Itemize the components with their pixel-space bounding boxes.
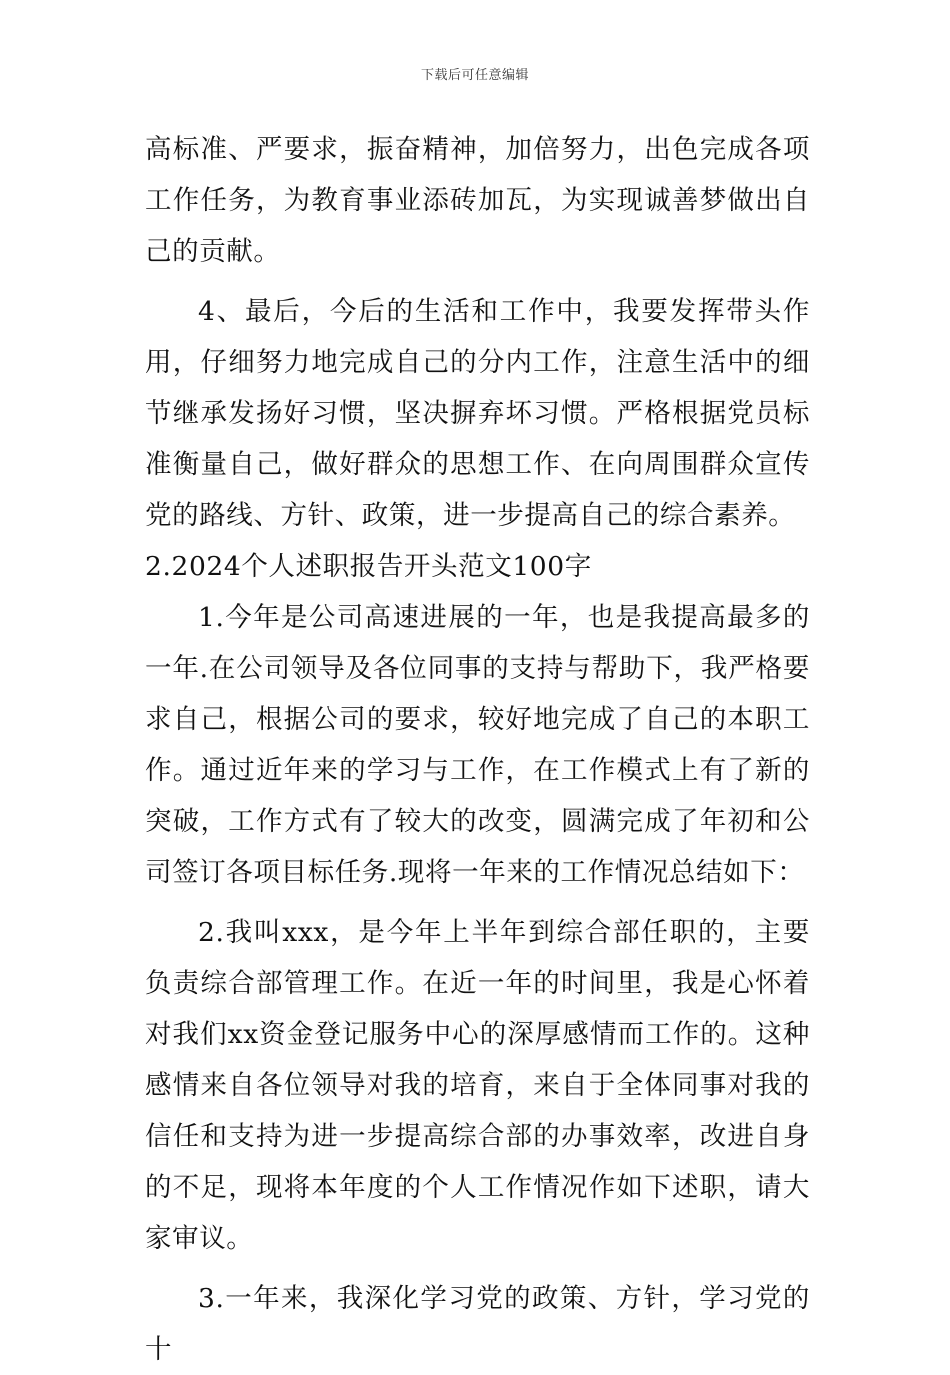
paragraph-sample-2: 2.我叫xxx，是今年上半年到综合部任职的，主要负责综合部管理工作。在近一年的时间里，我是心怀着对我们xx资金登记服务中心的深厚感情而工作的。这种感情来自各位领导对我的培育，来自于全体同事对我的信任和支持为进一步提高综合部的办事效率，改进自身的不足，现将本年度的个人工作情况作如下述职，请大家审议。 (145, 917, 810, 1254)
paragraph-item-4: 4、最后，今后的生活和工作中，我要发挥带头作用，仔细努力地完成自己的分内工作，注意生活中的细节继承发扬好习惯，坚决摒弃坏习惯。严格根据党员标准衡量自己，做好群众的思想工作、在向周围群众宣传党的路线、方针、政策，进一步提高自己的综合素养。 (145, 296, 810, 531)
document-body (145, 124, 810, 1375)
section-heading: 2.2024个人述职报告开头范文100字 (145, 551, 592, 582)
paragraph-sample-1: 1.今年是公司高速进展的一年，也是我提高最多的一年.在公司领导及各位同事的支持与帮助下，我严格要求自己，根据公司的要求，较好地完成了自己的本职工作。通过近年来的学习与工作，在工作模式上有了新的突破，工作方式有了较大的改变，圆满完成了年初和公司签订各项目标任务.现将一年来的工作情况总结如下： (145, 602, 810, 888)
paragraph-sample-3: 3.一年来，我深化学习党的政策、方针，学习党的十 (145, 1283, 810, 1365)
paragraph-continuation: 高标准、严要求，振奋精神，加倍努力，出色完成各项工作任务，为教育事业添砖加瓦，为实现诚善梦做出自己的贡献。 (145, 134, 810, 267)
page-header: 下载后可任意编辑 (420, 68, 529, 83)
